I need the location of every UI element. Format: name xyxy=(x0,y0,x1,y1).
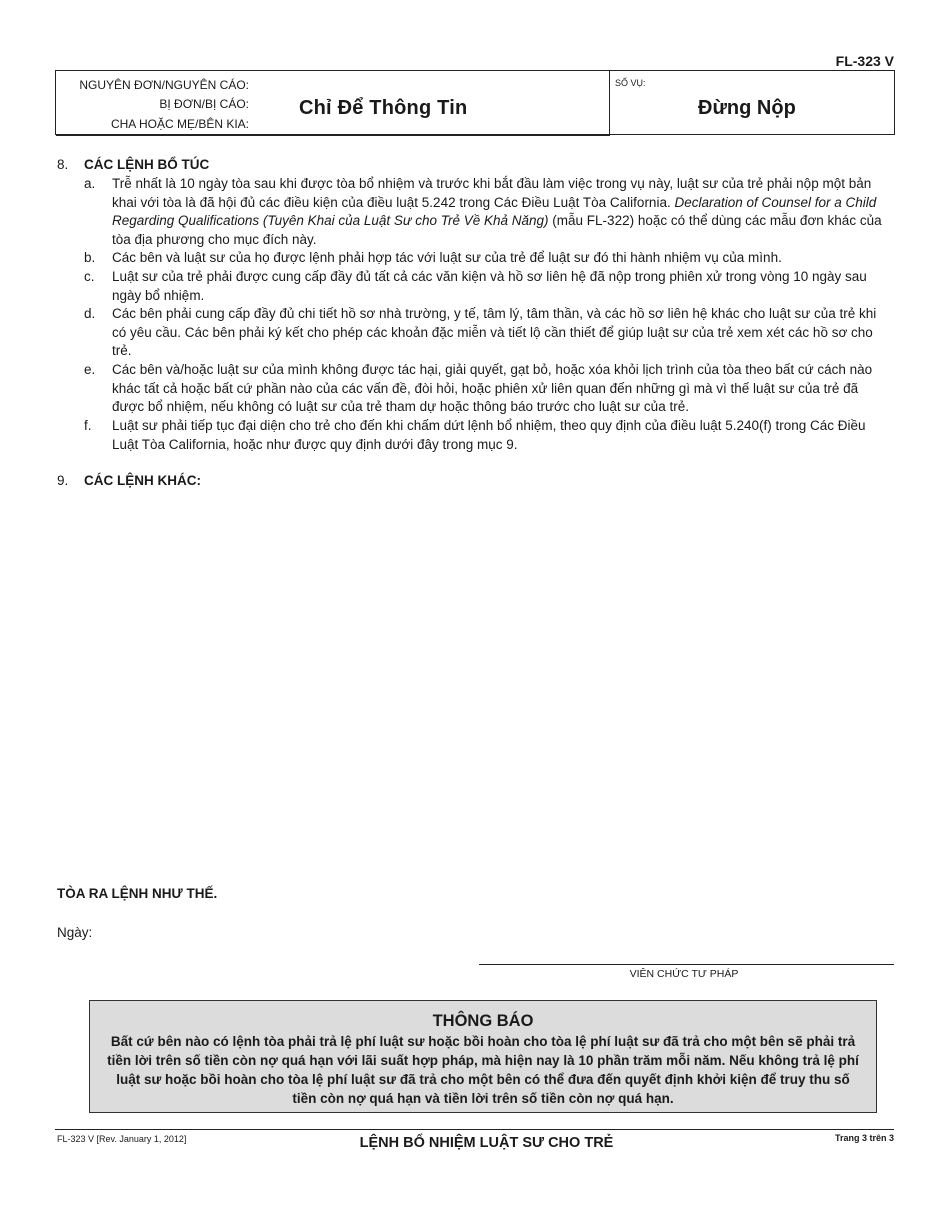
item-letter: a. xyxy=(84,176,96,191)
item-text: Luật sư phải tiếp tục đại diện cho trẻ cho đến khi chấm dứt lệnh bổ nhiệm, theo quy định của điều luật 5.240(f) trong Các Điều Luật Tòa California, hoặc như được quy định dưới đây trong mục 9. xyxy=(112,418,866,452)
page-number: Trang 3 trên 3 xyxy=(834,1133,894,1143)
notice-text: Bất cứ bên nào có lệnh tòa phải trả lệ phí luật sư hoặc bồi hoàn cho tòa lệ phí luật sư đã trả cho một bên sẽ phải trả tiền lời trên số tiền còn nợ quá hạn với lãi suất hợp pháp, mà hiện nay là 10 phần trăm mỗi năm. Nếu không trả lệ phí luật sư hoặc bồi hoàn cho tòa lệ phí luật sư đã trả cho một bên có thể đưa đến quyết định khởi kiện để truy thu số tiền còn nợ quá hạn và tiền lời trên số tiền còn nợ quá hạn. xyxy=(107,1034,859,1106)
information-only-watermark: Chỉ Để Thông Tin xyxy=(299,97,468,119)
item-letter: f. xyxy=(84,418,92,433)
section-8-title: CÁC LỆNH BỔ TÚC xyxy=(84,157,210,172)
party-section xyxy=(56,71,610,136)
notice-title: THÔNG BÁO xyxy=(432,1012,534,1030)
item-text: Luật sư của trẻ phải được cung cấp đầy đủ tất cả các văn kiện và hồ sơ liên hệ đã nộp trong phiên xử trong vòng 10 ngày sau ngày bổ nhiệm. xyxy=(112,269,867,303)
form-code: FL-323 V xyxy=(835,53,894,69)
item-letter: e. xyxy=(84,362,96,377)
signature-line xyxy=(479,964,894,965)
caption-box xyxy=(55,70,895,135)
do-not-file-watermark: Đừng Nộp xyxy=(698,97,796,119)
court-orders-statement: TÒA RA LỆNH NHƯ THẾ. xyxy=(57,886,218,901)
item-text: Các bên phải cung cấp đầy đủ chi tiết hồ sơ nhà trường, y tế, tâm lý, tâm thần, và các hồ sơ liên hệ khác cho luật sư của trẻ khi có yêu cầu. Các bên phải ký kết cho phép các khoản đặc miễn và tiết lộ cần thiết để giúp luật sư của trẻ xem xét các hồ sơ cho trẻ. xyxy=(112,306,877,359)
section-9-title: CÁC LỆNH KHÁC: xyxy=(84,473,201,488)
date-label: Ngày: xyxy=(57,925,93,940)
case-number-label: SỐ VỤ: xyxy=(615,78,646,88)
section-8-number: 8. xyxy=(57,157,69,172)
item-letter: d. xyxy=(84,306,96,321)
footer-divider xyxy=(55,1129,894,1130)
item-text: Các bên và/hoặc luật sư của mình không được tác hại, giải quyết, gạt bỏ, hoặc xóa khỏi lịch trình của tòa theo bất cứ cách nào khác tất cả hoặc bất cứ phần nào của các vấn đề, đòi hỏi, hoặc phiên xử liên quan đến những gì mà vì thế luật sư của trẻ đã được bổ nhiệm, nếu không có luật sư của trẻ tham dự hoặc thông báo trước cho luật sư của trẻ. xyxy=(112,362,873,415)
item-text: Các bên và luật sư của họ được lệnh phải hợp tác với luật sư của trẻ để luật sư đó thi hành nhiệm vụ của mình. xyxy=(112,250,782,265)
other-parent-label: CHA HOẶC MẸ/BÊN KIA: xyxy=(110,117,249,131)
respondent-label: BỊ ĐƠN/BỊ CÁO: xyxy=(159,97,249,111)
section-9-number: 9. xyxy=(57,473,69,488)
item-letter: b. xyxy=(84,250,96,265)
footer-form-code: FL-323 V [Rev. January 1, 2012] xyxy=(57,1134,187,1144)
footer-form-title: LỆNH BỔ NHIỆM LUẬT SƯ CHO TRẺ xyxy=(359,1135,614,1151)
declaration-form-title: Declaration of Counsel for a Child Regarding Qualifications (Tuyên Khai của Luật Sư cho Trẻ Về Khả Năng) xyxy=(112,194,877,229)
item-text: Trễ nhất là 10 ngày tòa sau khi được tòa bổ nhiệm và trước khi bắt đầu làm việc trong vụ này, luật sư của trẻ phải nộp một bản khai với tòa là đã hội đủ các điều kiện của điều luật 5.242 trong Các Điều Luật Tòa California. Declaration of Counsel for a Child Regarding Qualifications (Tuyên Khai của Luật Sư cho Trẻ Về Khả Năng) (mẫu FL-322) hoặc có thể dùng các mẫu đơn khác của tòa địa phương cho mục đích này. xyxy=(112,176,882,247)
judicial-officer-label: VIÊN CHỨC TƯ PHÁP xyxy=(629,968,739,980)
item-letter: c. xyxy=(84,269,95,284)
notice-box xyxy=(89,1000,877,1113)
plaintiff-label: NGUYÊN ĐƠN/NGUYÊN CÁO: xyxy=(79,78,249,92)
